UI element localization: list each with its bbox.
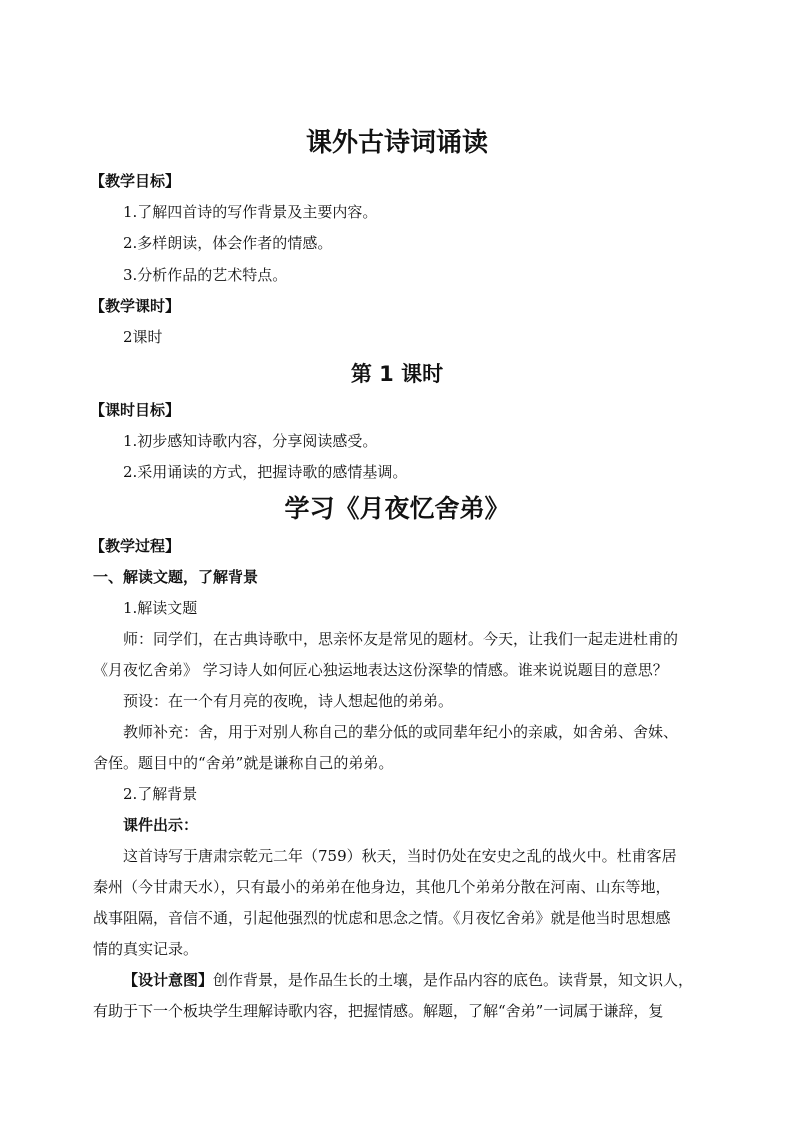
lesson-goals-heading: 【课时目标】: [90, 401, 181, 419]
design-line: [0, 970, 794, 990]
paragraph-line: 这首诗写于唐肃宗乾元二年（759）秋天，当时仍处在安史之乱的战火中。杜甫客居: [123, 847, 677, 865]
goal-item: 3.分析作品的艺术特点。: [123, 266, 288, 284]
lesson-goal-item: 2.采用诵读的方式，把握诗歌的感情基调。: [123, 463, 408, 481]
goals-heading: 【教学目标】: [90, 172, 181, 190]
hours-heading: 【教学课时】: [90, 297, 181, 315]
design-label: 【设计意图】: [123, 971, 214, 989]
design-text: 创作背景，是作品生长的土壤，是作品内容的底色。读背景，知文识人，: [213, 971, 694, 989]
section-heading: 一、解读文题，了解背景: [93, 568, 259, 586]
lesson-goal-item: 1.初步感知诗歌内容，分享阅读感受。: [123, 432, 378, 450]
goal-item: 2.多样朗读，体会作者的情感。: [123, 234, 333, 252]
lesson-title: 第 1 课时: [350, 362, 444, 386]
paragraph-line: 《月夜忆舍弟》 学习诗人如何匠心独运地表达这份深挚的情感。谁来说说题目的意思？: [93, 661, 668, 679]
paragraph-line: 情的真实记录。: [93, 940, 199, 958]
goal-item: 1.了解四首诗的写作背景及主要内容。: [123, 203, 378, 221]
paragraph-line: 师：同学们，在古典诗歌中，思亲怀友是常见的题材。今天，让我们一起走进杜甫的: [123, 630, 679, 648]
subsection-heading: 1.解读文题: [123, 599, 198, 617]
poem-title: 学习《月夜忆舍弟》: [284, 494, 510, 523]
paragraph-line: 有助于下一个板块学生理解诗歌内容，把握情感。解题，了解“舍弟”一词属于谦辞，复: [93, 1002, 664, 1020]
subsection-heading: 2.了解背景: [123, 785, 198, 803]
document-title: 课外古诗词诵读: [305, 128, 488, 158]
courseware-label: 课件出示：: [123, 816, 199, 834]
preset-line: 预设：在一个有月亮的夜晚，诗人想起他的弟弟。: [123, 692, 454, 710]
paragraph-line: 舍侄。题目中的“舍弟”就是谦称自己的弟弟。: [93, 754, 394, 772]
hours-value: 2课时: [123, 328, 163, 346]
paragraph-line: 教师补充：舍，用于对别人称自己的辈分低的或同辈年纪小的亲戚，如舍弟、舍妹、: [123, 723, 679, 741]
paragraph-line: 秦州（今甘肃天水），只有最小的弟弟在他身边，其他几个弟弟分散在河南、山东等地，: [93, 878, 671, 896]
process-heading: 【教学过程】: [90, 537, 181, 555]
paragraph-line: 战事阻隔，音信不通，引起他强烈的忧虑和思念之情。《月夜忆舍弟》就是他当时思想感: [93, 909, 671, 927]
